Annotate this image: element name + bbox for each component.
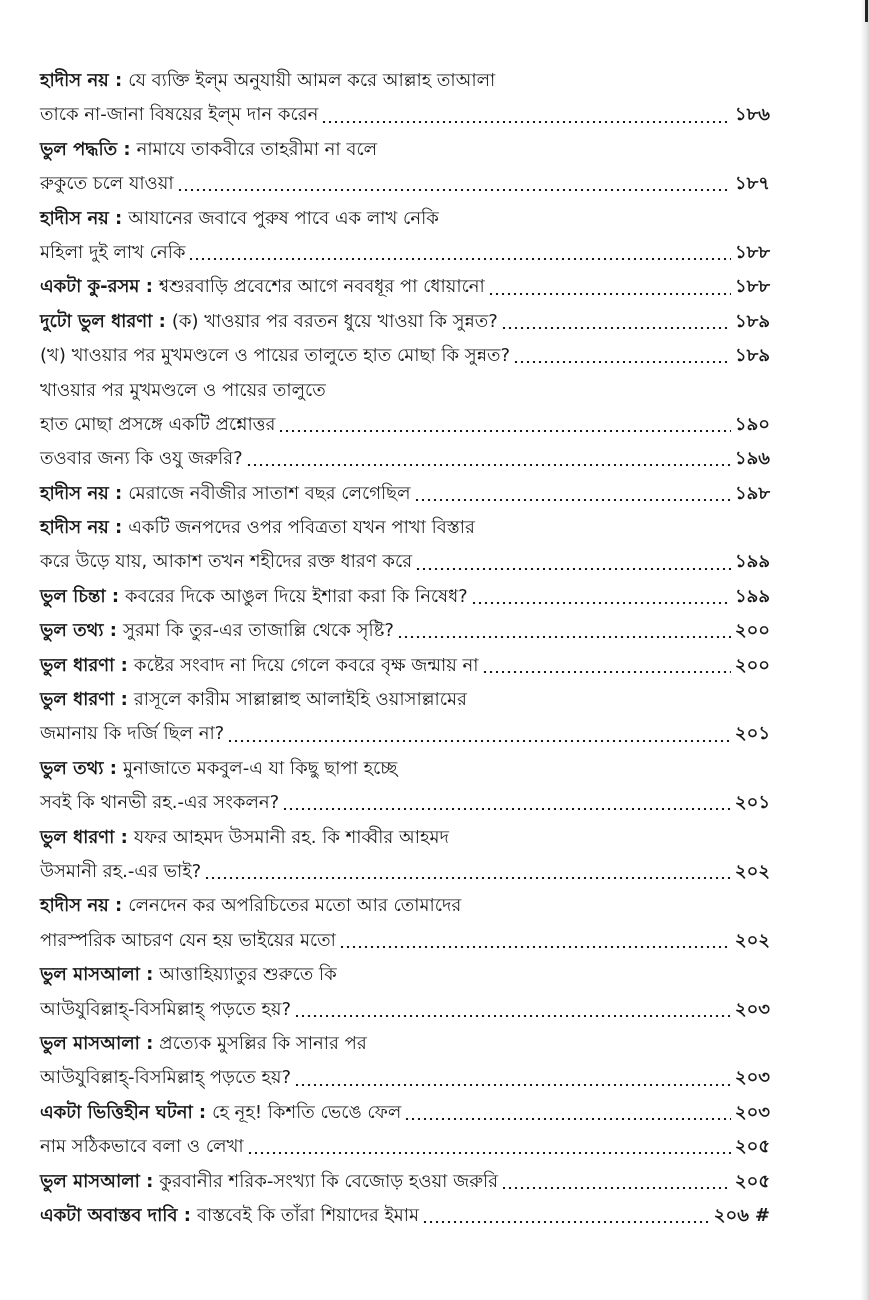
toc-dot-leader xyxy=(294,1015,731,1017)
toc-entry xyxy=(40,64,770,98)
toc-dot-leader xyxy=(501,327,731,329)
toc-page-number: ২০০ xyxy=(734,620,770,642)
toc-entry-category: একটা অবাস্তব দাবি : xyxy=(40,1204,191,1226)
toc-entry xyxy=(40,752,770,786)
toc-entry-title: সুরমা কি তুর-এর তাজাল্লি থেকে সৃষ্টি? xyxy=(122,620,394,642)
toc-entry xyxy=(40,270,770,304)
toc-page-number: ১৯০ xyxy=(734,413,770,435)
toc-entry-title: শ্বশুরবাড়ি প্রবেশের আগে নববধূর পা ধোয়ানো xyxy=(158,276,485,298)
toc-end-mark: # xyxy=(754,1204,770,1226)
toc-entry-title: আযানের জবাবে পুরুষ পাবে এক লাখ নেকি xyxy=(128,207,439,229)
toc-entry-category: হাদীস নয় : xyxy=(40,895,123,917)
toc-entry-title: নামাযে তাকবীরে তাহরীমা না বলে xyxy=(136,138,378,160)
toc-entry-category: হাদীস নয় : xyxy=(40,482,123,504)
toc-entry xyxy=(40,305,770,339)
toc-entry-title: খাওয়ার পর মুখমণ্ডলে ও পায়ের তালুতে xyxy=(40,379,326,401)
toc-entry-title: করে উড়ে যায়, আকাশ তখন শহীদের রক্ত ধারণ করে xyxy=(40,551,413,573)
toc-entry-category: হাদীস নয় : xyxy=(40,207,123,229)
toc-entry xyxy=(40,821,770,855)
toc-entry-category: ভুল তথ্য : xyxy=(40,620,117,642)
toc-entry xyxy=(40,924,770,958)
toc-entry-category: হাদীস নয় : xyxy=(40,70,123,91)
toc-dot-leader xyxy=(282,808,731,810)
toc-dot-leader xyxy=(321,121,731,123)
toc-page-number: ১৮৯ xyxy=(734,310,770,332)
toc-entry-title: মুনাজাতে মকবুল-এ যা কিছু ছাপা হচ্ছে xyxy=(122,757,398,779)
toc-entry-category: ভুল ধারণা : xyxy=(40,689,128,711)
toc-entry-category: ভুল মাসআলা : xyxy=(40,1032,154,1054)
toc-entry-title: একটি জনপদের ওপর পবিত্রতা যখন পাখা বিস্তার xyxy=(128,517,475,539)
toc-entry xyxy=(40,1027,770,1061)
toc-dot-leader xyxy=(415,568,731,570)
toc-dot-leader xyxy=(482,671,731,673)
toc-entry-title: তাকে না-জানা বিষয়ের ইল্‌ম দান করেন xyxy=(40,104,319,126)
toc-dot-leader xyxy=(513,361,731,363)
toc-entry-title: রাসূলে কারীম সাল্লাল্লাহু আলাইহি ওয়াসাল্লামের xyxy=(133,689,467,711)
toc-page-number: ২০৫ xyxy=(734,1136,770,1158)
toc-entry xyxy=(40,580,770,614)
toc-dot-leader xyxy=(422,1221,710,1223)
toc-page-number: ২০২ xyxy=(734,860,770,882)
toc-entry-title: তওবার জন্য কি ওযু জরুরি? xyxy=(40,448,243,470)
toc-entry xyxy=(40,339,770,373)
toc-entry xyxy=(40,1199,770,1233)
toc-entry-title: মহিলা দুই লাখ নেকি xyxy=(40,241,186,263)
toc-entry xyxy=(40,98,770,132)
toc-entry-title: যফর আহমদ উসমানী রহ. কি শাব্বীর আহমদ xyxy=(133,826,449,848)
toc-entry-title: বাস্তবেই কি তাঁরা শিয়াদের ইমাম xyxy=(196,1204,420,1226)
toc-dot-leader xyxy=(177,189,731,191)
toc-entry xyxy=(40,855,770,889)
toc-entry-category: ভুল তথ্য : xyxy=(40,757,117,779)
toc-entry xyxy=(40,133,770,167)
toc-page-number: ১৯৮ xyxy=(734,482,770,504)
toc-entry-title: রুকুতে চলে যাওয়া xyxy=(40,173,174,195)
toc-dot-leader xyxy=(188,258,731,260)
toc-entry-title: পারস্পরিক আচরণ যেন হয় ভাইয়ের মতো xyxy=(40,929,336,951)
toc-entry-category: একটা ভিত্তিহীন ঘটনা : xyxy=(40,1101,207,1123)
toc-entry xyxy=(40,1061,770,1095)
toc-entry-title: জমানায় কি দর্জি ছিল না? xyxy=(40,723,225,745)
toc-dot-leader xyxy=(246,464,731,466)
toc-entry xyxy=(40,202,770,236)
toc-dot-leader xyxy=(339,946,731,948)
toc-entry xyxy=(40,649,770,683)
toc-entry xyxy=(40,236,770,270)
toc-page-number: ১৮৭ xyxy=(734,173,770,195)
toc-entry xyxy=(40,889,770,923)
toc-entry-title: সবই কি থানভী রহ.-এর সংকলন? xyxy=(40,792,280,814)
toc-entry xyxy=(40,1130,770,1164)
toc-entry xyxy=(40,993,770,1027)
page-edge-mark xyxy=(865,0,868,22)
toc-entry xyxy=(40,1096,770,1130)
toc-entry-title: কবরের দিকে আঙুল দিয়ে ইশারা করা কি নিষেধ? xyxy=(125,585,468,607)
toc-page-number: ২০৩ xyxy=(734,998,770,1020)
toc-entry-category: ভুল মাসআলা : xyxy=(40,1170,154,1192)
toc-entry xyxy=(40,786,770,820)
toc-dot-leader xyxy=(247,1152,731,1154)
toc-entry-title: আউযুবিল্লাহ্-বিসমিল্লাহ্ পড়তে হয়? xyxy=(40,1067,292,1089)
toc-page-number: ২০৩ xyxy=(734,1067,770,1089)
toc-entry xyxy=(40,374,770,408)
toc-entry xyxy=(40,614,770,648)
toc-page-number: ২০০ xyxy=(734,654,770,676)
toc-page-number: ১৮৮ xyxy=(734,276,770,298)
toc-entry xyxy=(40,408,770,442)
toc-page-number: ১৮৮ xyxy=(734,241,770,263)
toc-entry-category: ভুল ধারণা : xyxy=(40,826,128,848)
toc-entry xyxy=(40,545,770,579)
toc-page-number: ১৮৬ xyxy=(734,104,770,126)
toc-entry-title: (খ) খাওয়ার পর মুখমণ্ডলে ও পায়ের তালুতে হাত মোছা কি সুন্নত? xyxy=(40,345,511,367)
toc-entry-title: কষ্টের সংবাদ না দিয়ে গেলে কবরে বৃক্ষ জন্মায় না xyxy=(133,654,479,676)
toc-page-number: ২০১ xyxy=(734,723,770,745)
toc-dot-leader xyxy=(501,1187,731,1189)
toc-page-number: ২০২ xyxy=(734,929,770,951)
toc-entry-category: হাদীস নয় : xyxy=(40,517,123,539)
page-edge-shadow xyxy=(860,0,870,1300)
toc-entry-title: প্রত্যেক মুসল্লির কি সানার পর xyxy=(159,1032,367,1054)
toc-entry xyxy=(40,442,770,476)
toc-entry-category: ভুল পদ্ধতি : xyxy=(40,138,131,160)
toc-entry xyxy=(40,683,770,717)
toc-dot-leader xyxy=(414,499,731,501)
toc-entry xyxy=(40,958,770,992)
toc-dot-leader xyxy=(227,740,731,742)
toc-entry-title: হাত মোছা প্রসঙ্গে একটি প্রশ্নোত্তর xyxy=(40,413,276,435)
toc-page-number: ১৯৯ xyxy=(734,585,770,607)
toc-entry-category: ভুল ধারণা : xyxy=(40,654,128,676)
toc-entry-category: ভুল চিন্তা : xyxy=(40,585,120,607)
toc-entry-category: দুটো ভুল ধারণা : xyxy=(40,310,166,332)
toc-dot-leader xyxy=(397,636,731,638)
toc-entry xyxy=(40,1165,770,1199)
toc-entry-title: হে নূহ! কিশতি ভেঙে ফেল xyxy=(212,1101,402,1123)
toc-page-number: ২০১ xyxy=(734,792,770,814)
toc-dot-leader xyxy=(404,1118,731,1120)
toc-entry-title: আউযুবিল্লাহ্-বিসমিল্লাহ্ পড়তে হয়? xyxy=(40,998,292,1020)
toc-dot-leader xyxy=(294,1084,731,1086)
toc-entry-title: যে ব্যক্তি ইল্‌ম অনুযায়ী আমল করে আল্লাহ তাআলা xyxy=(128,70,496,91)
toc-entry-title: লেনদেন কর অপরিচিতের মতো আর তোমাদের xyxy=(128,895,462,917)
toc-page-number: ১৯৬ xyxy=(734,448,770,470)
toc-entry-category: একটা কু-রসম : xyxy=(40,276,153,298)
toc-dot-leader xyxy=(471,602,731,604)
toc-page-number: ১৮৯ xyxy=(734,345,770,367)
table-of-contents xyxy=(40,64,770,1233)
toc-entry xyxy=(40,717,770,751)
toc-dot-leader xyxy=(278,430,731,432)
toc-page-number: ১৯৯ xyxy=(734,551,770,573)
toc-entry xyxy=(40,167,770,201)
toc-page-number: ২০৩ xyxy=(734,1101,770,1123)
toc-entry-category: ভুল মাসআলা : xyxy=(40,964,154,986)
toc-page-number: ২০৬ xyxy=(713,1204,749,1226)
toc-page-number: ২০৫ xyxy=(734,1170,770,1192)
toc-entry-title: আত্তাহিয়্যাতুর শুরুতে কি xyxy=(159,964,337,986)
toc-entry-title: নাম সঠিকভাবে বলা ও লেখা xyxy=(40,1136,244,1158)
toc-dot-leader xyxy=(488,293,731,295)
toc-entry-title: কুরবানীর শরিক-সংখ্যা কি বেজোড় হওয়া জরুরি xyxy=(159,1170,499,1192)
toc-entry-title: উসমানী রহ.-এর ভাই? xyxy=(40,860,202,882)
toc-entry xyxy=(40,477,770,511)
toc-entry-title: (ক) খাওয়ার পর বরতন ধুয়ে খাওয়া কি সুন্নত? xyxy=(171,310,498,332)
toc-dot-leader xyxy=(204,877,731,879)
toc-entry xyxy=(40,511,770,545)
toc-entry-title: মেরাজে নবীজীর সাতাশ বছর লেগেছিল xyxy=(128,482,411,504)
